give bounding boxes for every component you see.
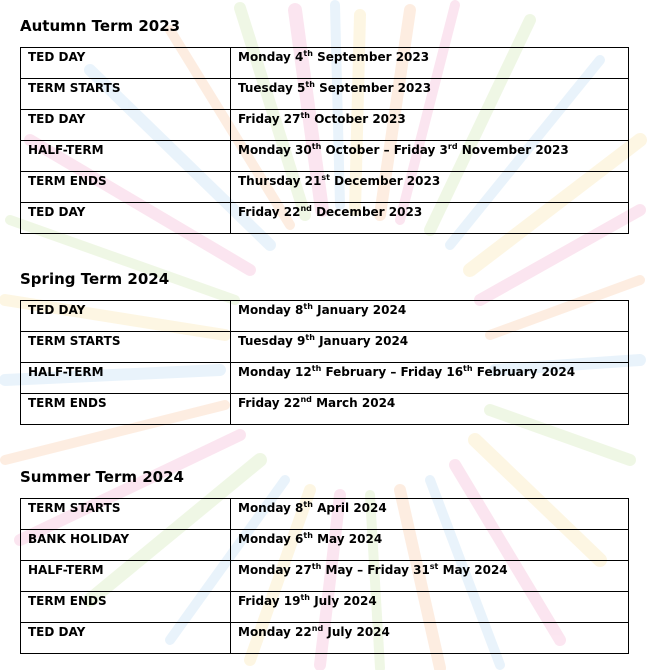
event-label: TED DAY bbox=[21, 203, 231, 234]
table-row bbox=[21, 623, 629, 654]
table-row bbox=[21, 530, 629, 561]
section-title: Spring Term 2024 bbox=[20, 270, 170, 288]
event-date: Tuesday 9th January 2024 bbox=[231, 332, 629, 363]
event-date: Monday 30th October – Friday 3rd November 2023 bbox=[231, 141, 629, 172]
event-label: TED DAY bbox=[21, 110, 231, 141]
event-date: Friday 22nd December 2023 bbox=[231, 203, 629, 234]
table-row bbox=[21, 172, 629, 203]
event-date: Tuesday 5th September 2023 bbox=[231, 79, 629, 110]
summer-term-section bbox=[20, 468, 628, 639]
table-row bbox=[21, 394, 629, 425]
event-date: Friday 19th July 2024 bbox=[231, 592, 629, 623]
event-label: TERM STARTS bbox=[21, 499, 231, 530]
table-row bbox=[21, 79, 629, 110]
section-title: Summer Term 2024 bbox=[20, 468, 184, 486]
event-label: TERM STARTS bbox=[21, 332, 231, 363]
event-label: HALF-TERM bbox=[21, 141, 231, 172]
spring-term-table bbox=[20, 300, 629, 425]
table-row bbox=[21, 561, 629, 592]
table-row bbox=[21, 48, 629, 79]
event-label: TED DAY bbox=[21, 623, 231, 654]
event-date: Monday 8th April 2024 bbox=[231, 499, 629, 530]
event-date: Monday 27th May – Friday 31st May 2024 bbox=[231, 561, 629, 592]
event-label: TED DAY bbox=[21, 301, 231, 332]
autumn-term-section bbox=[20, 17, 628, 219]
event-label: TERM ENDS bbox=[21, 592, 231, 623]
event-date: Monday 6th May 2024 bbox=[231, 530, 629, 561]
event-date: Monday 4th September 2023 bbox=[231, 48, 629, 79]
section-title: Autumn Term 2023 bbox=[20, 17, 181, 35]
table-row bbox=[21, 363, 629, 394]
table-row bbox=[21, 141, 629, 172]
event-date: Thursday 21st December 2023 bbox=[231, 172, 629, 203]
autumn-term-table bbox=[20, 47, 629, 234]
event-label: TED DAY bbox=[21, 48, 231, 79]
event-label: TERM STARTS bbox=[21, 79, 231, 110]
table-row bbox=[21, 499, 629, 530]
table-row bbox=[21, 332, 629, 363]
event-date: Friday 22nd March 2024 bbox=[231, 394, 629, 425]
event-label: BANK HOLIDAY bbox=[21, 530, 231, 561]
summer-term-table bbox=[20, 498, 629, 654]
spring-term-section bbox=[20, 270, 628, 410]
table-row bbox=[21, 203, 629, 234]
event-date: Monday 22nd July 2024 bbox=[231, 623, 629, 654]
event-date: Friday 27th October 2023 bbox=[231, 110, 629, 141]
event-label: HALF-TERM bbox=[21, 561, 231, 592]
event-date: Monday 12th February – Friday 16th February 2024 bbox=[231, 363, 629, 394]
event-label: TERM ENDS bbox=[21, 394, 231, 425]
event-date: Monday 8th January 2024 bbox=[231, 301, 629, 332]
table-row bbox=[21, 110, 629, 141]
event-label: HALF-TERM bbox=[21, 363, 231, 394]
table-row bbox=[21, 592, 629, 623]
table-row bbox=[21, 301, 629, 332]
event-label: TERM ENDS bbox=[21, 172, 231, 203]
